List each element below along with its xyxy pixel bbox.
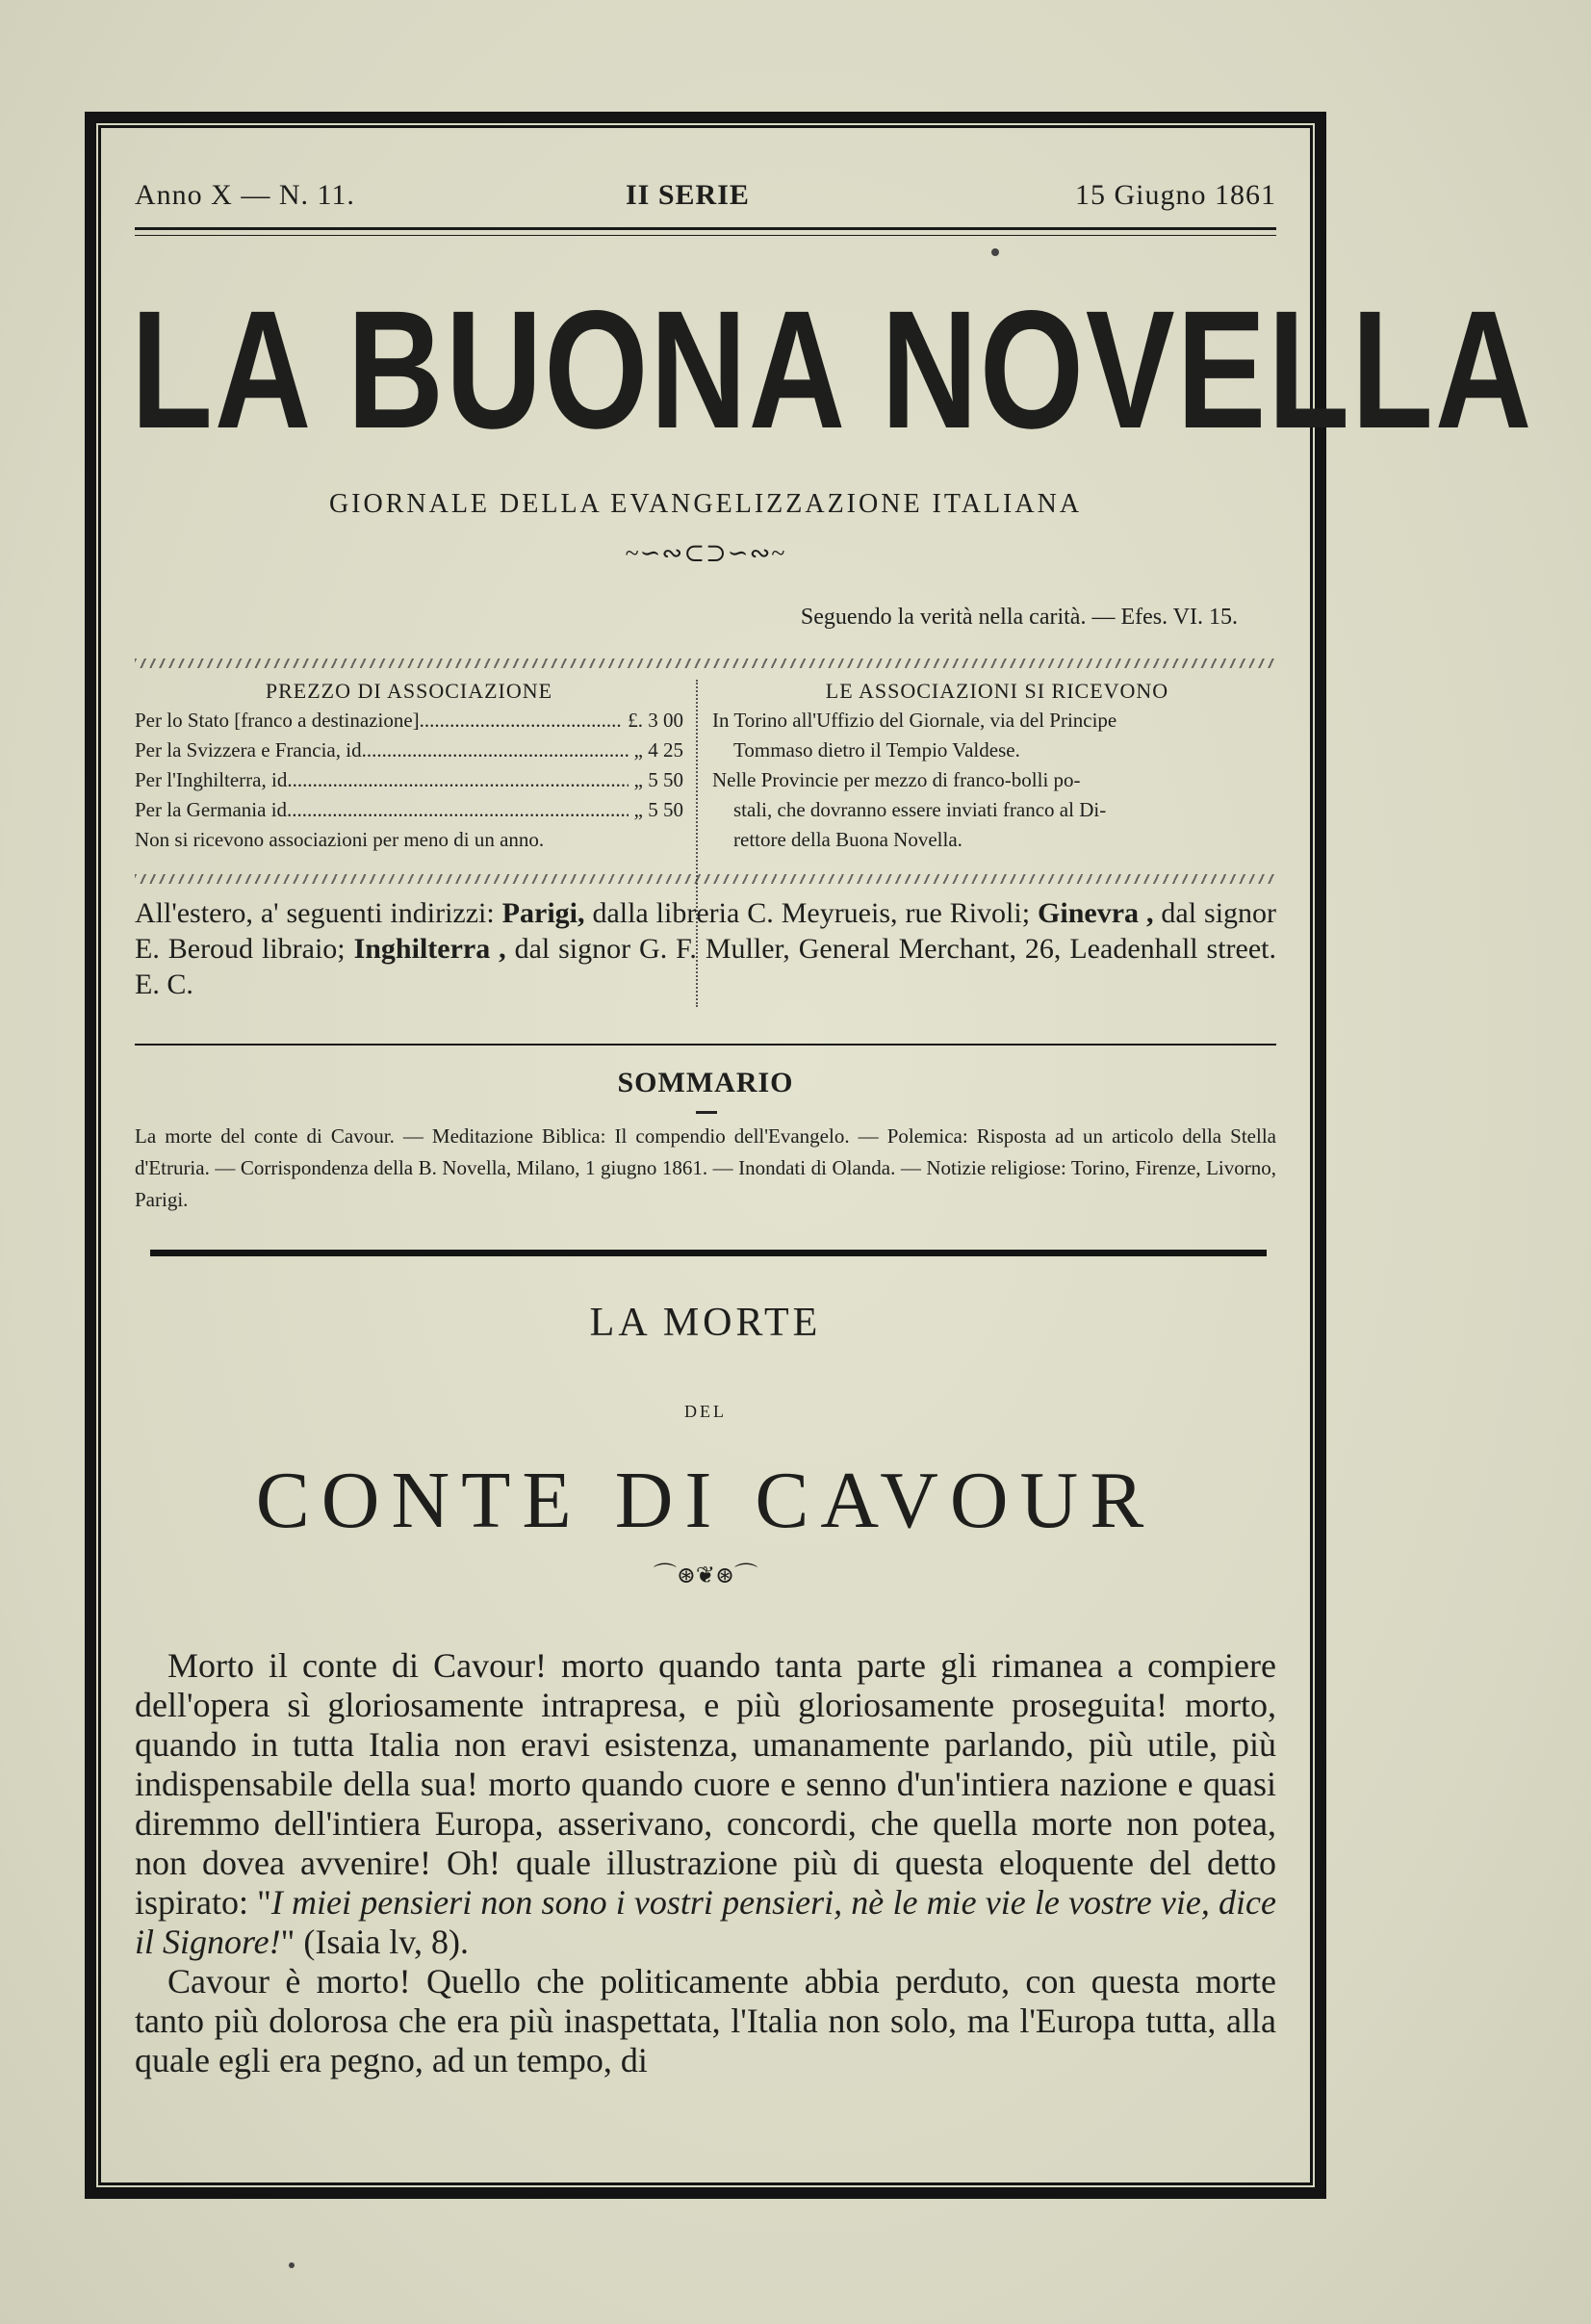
foreign-addresses: All'estero, a' seguenti indirizzi: Parigi, dalla libreria C. Meyrueis, rue Rivoli; Ginevra , dal signor E. Beroud libraio; Inghilterra , dal signor G. F. Muller, General Merchant, 26, Leadenhall street. E. C. (135, 897, 1277, 1000)
ink-speck (991, 248, 999, 256)
title-ornament: ⌒⊛❦⊛⌒ (653, 1563, 758, 1588)
issue-header (135, 179, 1276, 218)
ink-speck (289, 2262, 295, 2268)
issue-date: 15 Giugno 1861 (1075, 179, 1276, 211)
motto: Seguendo la verità nella carità. — Efes. VI. 15. (800, 605, 1238, 630)
flourish-ornament: ~∽∾⊂⊃∽∾~ (625, 539, 786, 567)
office-line: stali, che dovranno essere inviati franco al Di- (733, 798, 1107, 821)
summary-dash (696, 1111, 717, 1114)
price-row: Per l'Inghilterra, id. ..... „ 5 50 (135, 765, 683, 795)
article-body (135, 1646, 1276, 2080)
price-row: Per lo Stato [franco a destinazione] ..... £. 3 00 (135, 706, 683, 736)
header-rule-thin (135, 235, 1276, 236)
summary-title: SOMMARIO (617, 1067, 794, 1098)
article-title-line2: DEL (684, 1402, 727, 1421)
article-title-main: CONTE DI CAVOUR (255, 1456, 1156, 1545)
issue-number: Anno X — N. 11. (135, 179, 355, 211)
header-rule-thick (135, 227, 1276, 230)
wavy-rule-top (135, 658, 1276, 668)
series-label: II SERIE (626, 179, 750, 211)
wavy-rule-bottom (135, 874, 1276, 884)
office-line: In Torino all'Uffizio del Giornale, via del Principe (712, 709, 1117, 732)
article-title-line1: LA MORTE (589, 1301, 822, 1345)
prices-title: PREZZO DI ASSOCIAZIONE (265, 679, 553, 703)
article-rule (150, 1250, 1267, 1256)
paragraph: Morto il conte di Cavour! morto quando tanta parte gli rimanea a compiere dell'opera sì gloriosamente intrapresa, e più gloriosamente proseguita! morto, quando in tutta Italia non eravi esistenza, umanamente parlando, più utile, più indispensabile della sua! morto quando cuore e senno d'un'intiera nazione e quasi diremmo dell'intiera Europa, asserivano, concordi, che quella morte non potea, non dovea avvenire! Oh! quale illustrazione più di questa eloquente del detto ispirato: "I miei pensieri non sono i vostri pensieri, nè le mie vie le vostre vie, dice il Signore!" (Isaia lv, 8). (135, 1646, 1276, 1961)
price-row: Per la Germania id. ..... „ 5 50 (135, 795, 683, 825)
office-line: rettore della Buona Novella. (733, 828, 962, 851)
offices-title: LE ASSOCIAZIONI SI RICEVONO (825, 679, 1169, 703)
masthead-title: LA BUONA NOVELLA (131, 276, 1534, 464)
subscription-prices (135, 676, 683, 855)
section-rule (135, 1044, 1276, 1046)
office-line: Tommaso dietro il Tempio Valdese. (733, 738, 1020, 762)
masthead-subtitle: GIORNALE DELLA EVANGELIZZAZIONE ITALIANA (328, 489, 1083, 519)
paragraph: Cavour è morto! Quello che politicamente abbia perduto, con questa morte tanto più dolorosa che era più inaspettata, l'Italia non solo, ma l'Europa tutta, alla quale egli era pegno, ad un tempo, di (135, 1962, 1276, 2079)
prices-note: Non si ricevono associazioni per meno di un anno. (135, 828, 545, 851)
price-row: Per la Svizzera e Francia, id. ..... „ 4 25 (135, 736, 683, 765)
office-line: Nelle Provincie per mezzo di franco-bolli po- (712, 768, 1081, 791)
summary-text: La morte del conte di Cavour. — Meditazione Biblica: Il compendio dell'Evangelo. — Polemica: Risposta ad un articolo della Stella d'Etruria. — Corrispondenza della B. Novella, Milano, 1 giugno 1861. — Inondati di Olanda. — Notizie religiose: Torino, Firenze, Livorno, Parigi. (135, 1124, 1276, 1211)
subscription-offices (712, 676, 1282, 855)
